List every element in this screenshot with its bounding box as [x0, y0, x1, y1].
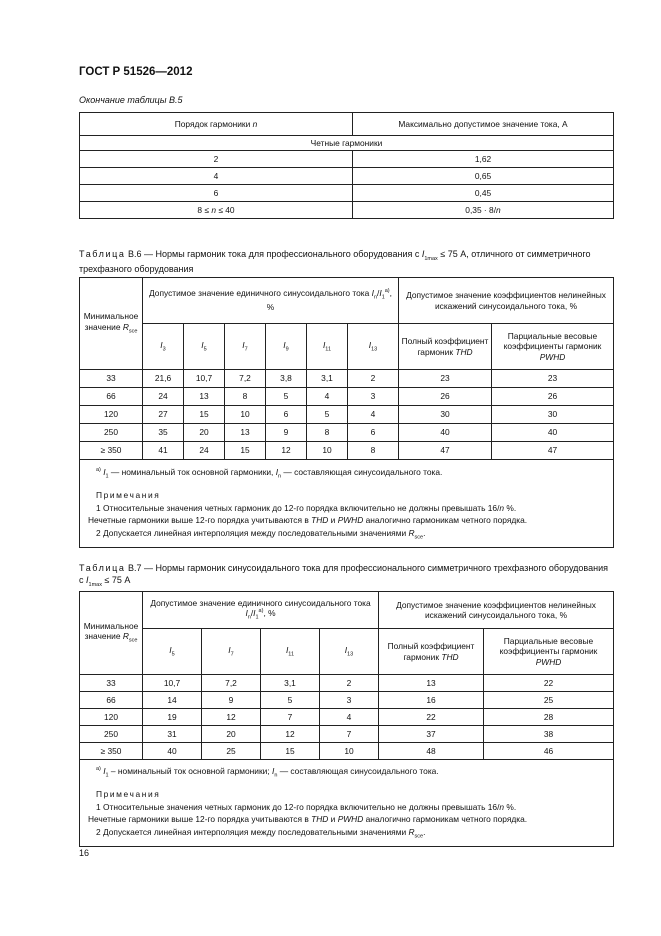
t6-cell: 40	[492, 424, 614, 442]
t7-cell: 12	[261, 726, 320, 743]
t5-cell: 0,65	[353, 168, 614, 185]
t6-cell: 4	[307, 388, 348, 406]
t6-cell: 30	[492, 406, 614, 424]
t5-section: Четные гармоники	[80, 136, 614, 151]
t7-cell: 25	[484, 692, 614, 709]
t6-cell: ≥ 350	[80, 442, 143, 460]
t7-cell: 37	[379, 726, 484, 743]
t6-col-i13: $I_{13}$	[348, 324, 399, 370]
t7-footnote: $^{a)}$ $I_1$ – номинальный ток основной гармоники; $I_n$ — составляющая синусоидального тока.	[96, 766, 439, 779]
t6-cell: 15	[225, 442, 266, 460]
t6-notes-title: Примечания	[96, 489, 161, 500]
t7-cell: 28	[484, 709, 614, 726]
t7-row	[80, 709, 614, 726]
t7-cell: 40	[143, 743, 202, 760]
t6-row	[80, 406, 614, 424]
t7-col-i5: $I_5$	[143, 629, 202, 675]
t6-cell: 5	[307, 406, 348, 424]
t6-cell: 10,7	[184, 370, 225, 388]
t7-cell: 3,1	[261, 675, 320, 692]
t7-cell: 7	[261, 709, 320, 726]
t7-cell: 9	[202, 692, 261, 709]
t7-cell: 33	[80, 675, 143, 692]
t6-cell: 4	[348, 406, 399, 424]
t6-cell: 47	[399, 442, 492, 460]
t6-min-header: Минимальное значение $R_{sce}$	[80, 278, 143, 370]
t6-cell: 41	[143, 442, 184, 460]
t5-cell: 1,62	[353, 151, 614, 168]
t6-cell: 30	[399, 406, 492, 424]
t6-cell: 26	[492, 388, 614, 406]
t5-cell: 2	[80, 151, 353, 168]
t6-col-i3: $I_3$	[143, 324, 184, 370]
t6-cell: 3,1	[307, 370, 348, 388]
table-continuation-label: Окончание таблицы В.5	[79, 95, 183, 105]
t6-cell: 12	[266, 442, 307, 460]
t6-row	[80, 388, 614, 406]
t6-col-i11: $I_{11}$	[307, 324, 348, 370]
t7-cell: 7,2	[202, 675, 261, 692]
t6-cell: 15	[184, 406, 225, 424]
t6-cell: 35	[143, 424, 184, 442]
t6-footnote: $^{a)}$ $I_1$ — номинальный ток основной гармоники, $I_n$ — составляющая синусоидального тока.	[96, 467, 443, 480]
t7-note1b: Нечетные гармоники выше 12-го порядка учитываются в THD и PWHD аналогично гармоникам четного порядка.	[88, 814, 528, 825]
t7-col-i11: $I_{11}$	[261, 629, 320, 675]
t6-row	[80, 424, 614, 442]
t7-coef-header: Допустимое значение коэффициентов нелинейных искажений синусоидального тока, %	[379, 592, 614, 629]
t7-cell: 22	[484, 675, 614, 692]
t6-note2: 2 Допускается линейная интерполяция между последовательными значениями $R_{sce}$.	[96, 527, 426, 541]
t7-unit-header: Допустимое значение единичного синусоидального тока $I_n/I_1^{a)}$, %	[143, 592, 379, 629]
t7-row	[80, 726, 614, 743]
t6-col-i5: $I_5$	[184, 324, 225, 370]
t7-cell: 12	[202, 709, 261, 726]
table-b6	[79, 277, 614, 548]
t6-unit-header: Допустимое значение единичного синусоидального тока $I_n/I_1^{a)}$, %	[143, 278, 399, 324]
t6-cell: 24	[184, 442, 225, 460]
t7-cell: 7	[320, 726, 379, 743]
t7-cell: 48	[379, 743, 484, 760]
t7-caption: Таблица В.7 — Нормы гармоник синусоидального тока для профессионального симметричного трехфазного оборудования с $I_{1max} \le 75$ А	[79, 563, 608, 588]
t7-cell: 22	[379, 709, 484, 726]
t6-cell: 13	[184, 388, 225, 406]
document-header: ГОСТ Р 51526—2012	[79, 66, 193, 78]
t6-cell: 10	[307, 442, 348, 460]
t7-cell: 3	[320, 692, 379, 709]
t7-cell: 10,7	[143, 675, 202, 692]
t6-cell: 8	[307, 424, 348, 442]
t6-cell: 6	[266, 406, 307, 424]
t5-col2-header: Максимально допустимое значение тока, А	[353, 113, 614, 136]
t5-cell: 0,45	[353, 185, 614, 202]
t6-cell: 20	[184, 424, 225, 442]
t7-cell: 4	[320, 709, 379, 726]
t6-cell: 13	[225, 424, 266, 442]
table-b7	[79, 591, 614, 847]
t6-col-i7: $I_7$	[225, 324, 266, 370]
t5-cell: 0,35 · 8/n	[353, 202, 614, 219]
t7-note2: 2 Допускается линейная интерполяция между последовательными значениями $R_{sce}$.	[96, 826, 426, 840]
t7-cell: 20	[202, 726, 261, 743]
t6-row	[80, 370, 614, 388]
t5-cell: 6	[80, 185, 353, 202]
page-number: 16	[79, 848, 90, 858]
t7-notes	[80, 760, 614, 847]
t6-cell: 250	[80, 424, 143, 442]
t7-row	[80, 675, 614, 692]
t6-caption: Таблица В.6 — Нормы гармоник тока для профессионального оборудования с $I_{1max} \le 75$ А, отличного от симметричного трехфазного оборудования	[79, 249, 591, 275]
t6-cell: 47	[492, 442, 614, 460]
t7-cell: 66	[80, 692, 143, 709]
t7-cell: 46	[484, 743, 614, 760]
t6-cell: 27	[143, 406, 184, 424]
t6-row	[80, 442, 614, 460]
t7-cell: 2	[320, 675, 379, 692]
t6-cell: 120	[80, 406, 143, 424]
t6-thd-header: Полный коэффициент гармоник THD	[399, 324, 492, 370]
t6-cell: 6	[348, 424, 399, 442]
t6-cell: 24	[143, 388, 184, 406]
t6-coef-header: Допустимое значение коэффициентов нелинейных искажений синусоидального тока, %	[399, 278, 614, 324]
t6-note1: 1 Относительные значения четных гармоник до 12-го порядка включительно не должны превышать 16/n %.	[96, 502, 517, 513]
t7-cell: 19	[143, 709, 202, 726]
t6-note1b: Нечетные гармоники выше 12-го порядка учитываются в THD и PWHD аналогично гармоникам четного порядка.	[88, 515, 528, 526]
t6-cell: 23	[492, 370, 614, 388]
t7-row	[80, 692, 614, 709]
t6-pwhd-header: Парциальные весовые коэффициенты гармоник PWHD	[492, 324, 614, 370]
t6-cell: 3,8	[266, 370, 307, 388]
t6-cell: 8	[348, 442, 399, 460]
t6-cell: 21,6	[143, 370, 184, 388]
t7-row	[80, 743, 614, 760]
t6-cell: 33	[80, 370, 143, 388]
t6-cell: 66	[80, 388, 143, 406]
t6-cell: 3	[348, 388, 399, 406]
t6-cell: 5	[266, 388, 307, 406]
t7-notes-title: Примечания	[96, 788, 161, 799]
t7-cell: 25	[202, 743, 261, 760]
t7-cell: 14	[143, 692, 202, 709]
t7-cell: 120	[80, 709, 143, 726]
t7-cell: 13	[379, 675, 484, 692]
t5-cell: 4	[80, 168, 353, 185]
t7-cell: 16	[379, 692, 484, 709]
table-b5	[79, 112, 614, 219]
t7-thd-header: Полный коэффициент гармоник THD	[379, 629, 484, 675]
t7-pwhd-header: Парциальные весовые коэффициенты гармоник PWHD	[484, 629, 614, 675]
t6-cell: 23	[399, 370, 492, 388]
t6-cell: 9	[266, 424, 307, 442]
t7-cell: 15	[261, 743, 320, 760]
t6-cell: 8	[225, 388, 266, 406]
t7-min-header: Минимальное значение $R_{sce}$	[80, 592, 143, 675]
t5-col1-header: Порядок гармоники n	[80, 113, 353, 136]
t7-cell: ≥ 350	[80, 743, 143, 760]
t6-cell: 40	[399, 424, 492, 442]
t7-cell: 10	[320, 743, 379, 760]
t7-note1: 1 Относительные значения четных гармоник до 12-го порядка включительно не должны превышать 16/n %.	[96, 801, 517, 812]
t6-notes	[80, 460, 614, 548]
t7-col-i7: $I_7$	[202, 629, 261, 675]
t7-cell: 5	[261, 692, 320, 709]
t6-cell: 7,2	[225, 370, 266, 388]
t6-cell: 26	[399, 388, 492, 406]
t7-col-i13: $I_{13}$	[320, 629, 379, 675]
t5-cell: 8 ≤ n ≤ 40	[80, 202, 353, 219]
t6-cell: 10	[225, 406, 266, 424]
t6-cell: 2	[348, 370, 399, 388]
t7-cell: 31	[143, 726, 202, 743]
t7-cell: 250	[80, 726, 143, 743]
t6-col-i9: $I_9$	[266, 324, 307, 370]
t7-cell: 38	[484, 726, 614, 743]
